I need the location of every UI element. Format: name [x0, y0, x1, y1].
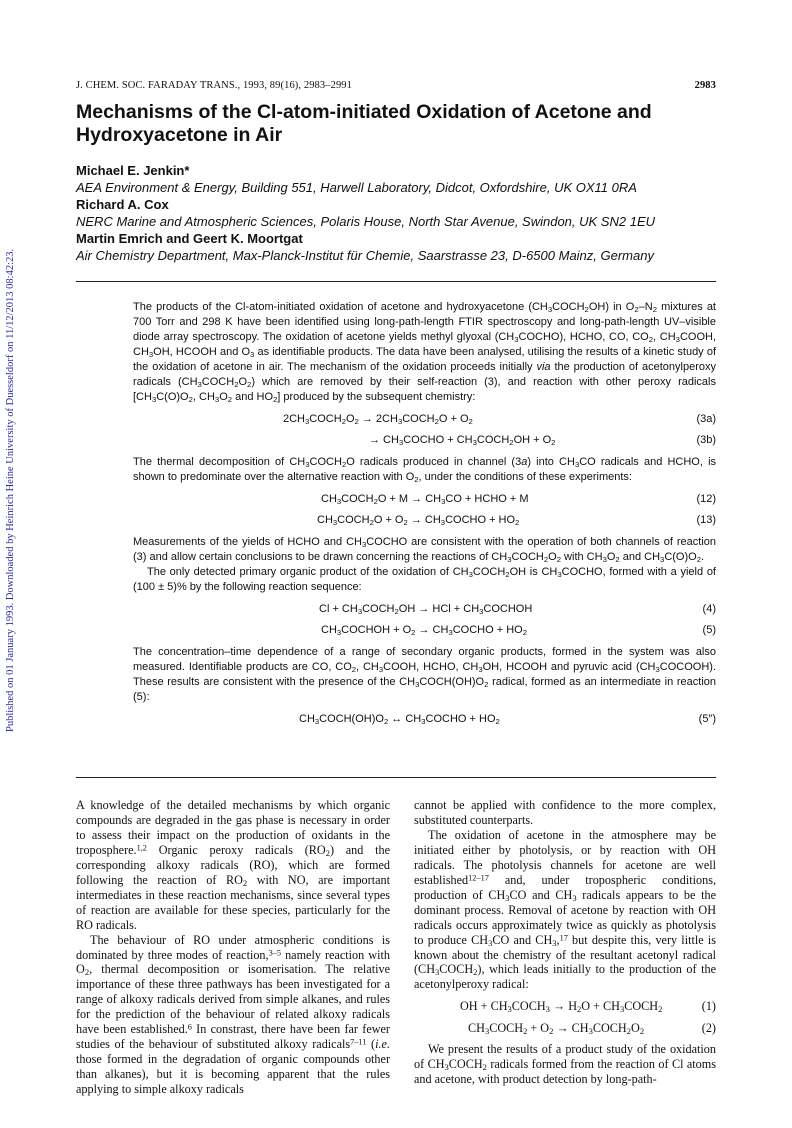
page-number: 2983	[694, 80, 716, 91]
equation-number: (3a)	[696, 413, 716, 425]
body-column-right	[414, 798, 716, 1087]
body-column-left	[76, 798, 390, 1097]
author-affiliation: Air Chemistry Department, Max-Planck-Institut für Chemie, Saarstrasse 23, D-6500 Mainz, Germany	[76, 248, 654, 263]
author-name: Richard A. Cox	[76, 197, 169, 212]
body-paragraph: A knowledge of the detailed mechanisms by which organic compounds are degraded in the gas phase is necessary in order to assess their impact on the production of oxidants in the troposphere.$^{1,2}$ Organic peroxy radicals $(RO_2)$ and the corresponding alkoxy radicals (RO), which are formed following the reaction of $RO_2$ with NO, are important intermediates in these reaction mechanisms, since several types of reaction are available for these species, particularly for the RO radicals.	[76, 798, 391, 932]
equation-number: (1)	[701, 999, 716, 1014]
equation-number: (13)	[696, 514, 716, 526]
equation-number: (3b)	[696, 434, 716, 446]
author-affiliation: NERC Marine and Atmospheric Sciences, Polaris House, North Star Avenue, Swindon, UK SN2 1EU	[76, 214, 656, 229]
equation-5-double-prime: $CH_3COCH(OH)O_2$ ↔ $CH_3COCHO + HO_2$ (5″)	[133, 709, 716, 730]
journal-citation: J. CHEM. SOC. FARADAY TRANS., 1993, 89(16), 2983–2991	[76, 80, 352, 91]
equation-3a: $2CH_3COCH_2O_2$ → $2CH_3COCH_2O + O_2$ (3a)	[133, 409, 716, 430]
equation-number: (5)	[702, 624, 716, 636]
equation-1: OH + $CH_3COCH_3 \to H_2O$ + $CH_3COCH_2$ (1)	[414, 995, 716, 1017]
download-watermark: Published on 01 January 1993. Downloaded by Heinrich Heine University of Duesseldorf on 11/12/2013 08:42:23.	[5, 248, 16, 732]
article-title: Mechanisms of the Cl-atom-initiated Oxidation of Acetone and Hydroxyacetone in Air	[76, 101, 652, 146]
header-rule	[76, 281, 716, 282]
abstract-rule	[76, 777, 716, 778]
abstract-paragraph: The thermal decomposition of $CH_3COCH_2O$ radicals produced in channel (3a) into $CH_3CO$ radicals and HCHO, is shown to predominate over the alternative reaction with $O_2$, under the conditions of these experiments:	[133, 456, 717, 484]
equation-number: (4)	[702, 603, 716, 615]
equation-3b: → $CH_3COCHO$ + $CH_3COCH_2OH + O_2$ (3b)	[133, 430, 716, 451]
equation-number: (5″)	[698, 713, 716, 725]
abstract-paragraph: The concentration–time dependence of a range of secondary organic products, formed in the system was also measured. Identifiable products are CO, $CO_2$, $CH_3COOH$, HCHO, $CH_3OH$, HCOOH and pyruvic acid $(CH_3COCOOH)$. These results are consistent with the presence of the $CH_3COCH(OH)O_2$ radical, formed as an intermediate in reaction (5):	[133, 646, 717, 703]
equation-2: $CH_3COCH_2 + O_2$ → $CH_3COCH_2O_2$ (2)	[414, 1017, 716, 1039]
abstract	[133, 300, 716, 730]
abstract-paragraph: The products of the Cl-atom-initiated oxidation of acetone and hydroxyacetone $(CH_3COCH_2OH)$ in $O_2-N_2$ mixtures at 700 Torr and 298 K have been identified using long-path-length FTIR spectroscopy and long-path-length UV–visible diode array spectroscopy. The oxidation of acetone yields methyl glyoxal $(CH_3COCHO)$, HCHO, CO, $CO_2$, $CH_3COOH$, $CH_3OH$, HCOOH and $O_3$ as identifiable products. The data have been analysed, utilising the results of a kinetic study of the oxidation of acetone in air. The mechanism of the oxidation proceeds initially via the production of acetonylperoxy radicals $(CH_3COCH_2O_2)$ which are removed by their self-reaction (3), and reaction with other peroxy radicals [$CH_3C(O)O_2$, $CH_3O_2$ and $HO_2$] produced by the subsequent chemistry:	[133, 301, 717, 404]
abstract-paragraph: The only detected primary organic product of the oxidation of $CH_3COCH_2OH$ is $CH_3COCHO$, formed with a yield of (100 ± 5)% by the following reaction sequence:	[133, 566, 716, 593]
running-head	[76, 80, 716, 94]
author-name: Michael E. Jenkin*	[76, 163, 190, 178]
body-paragraph: cannot be applied with confidence to the more complex, substituted counterparts.	[414, 798, 716, 827]
body-paragraph: The behaviour of RO under atmospheric conditions is dominated by three modes of reaction,$^{3-5}$ namely reaction with $O_2$, thermal decomposition or isomerisation. The relative importance of these three pathways has been investigated for a range of alkoxy radicals derived from simple alkanes, and rules for the prediction of the behaviour of related alkoxy radicals have been established.$^6$ In constrast, there have been far fewer studies of the behaviour of substituted alkoxy radicals$^{7-11}$ (i.e. those formed in the degradation of organic compounds other than alkanes), but it is becoming apparent that the rules applying to simple alkoxy radicals	[76, 932, 390, 1097]
equation-12: $CH_3COCH_2O + M \to CH_3CO$ + HCHO + M (12)	[133, 489, 716, 510]
abstract-paragraph: Measurements of the yields of HCHO and $CH_3COCHO$ are consistent with the operation of both channels of reaction (3) and allow certain conclusions to be drawn concerning the reactions of $CH_3COCH_2O_2$ with $CH_3O_2$ and $CH_3C(O)O_2$.	[133, 536, 716, 564]
equation-number: (12)	[696, 493, 716, 505]
equation-5: $CH_3COCHOH + O_2$ → $CH_3COCHO + HO_2$ (5)	[133, 620, 716, 641]
body-paragraph: The oxidation of acetone in the atmosphere may be initiated either by photolysis, or by reaction with OH radicals. The photolysis channels for acetone are well established$^{12-17}$ and, under tropospheric conditions, production of $CH_3CO$ and $CH_3$ radicals appears to be the dominant process. Removal of acetone by reaction with OH radicals occurs approximately twice as quickly as photolysis to produce $CH_3CO$ and $CH_3,^{17}$ but despite this, very little is known about the chemistry of the resultant acetonyl radical $(CH_3COCH_2)$, which leads initially to the production of the acetonylperoxy radical:	[414, 827, 716, 992]
author-name: Martin Emrich and Geert K. Moortgat	[76, 231, 303, 246]
equation-13: $CH_3COCH_2O + O_2$ → $CH_3COCHO + HO_2$ (13)	[133, 510, 716, 531]
author-block	[76, 163, 736, 265]
body-paragraph: We present the results of a product study of the oxidation of $CH_3COCH_2$ radicals formed from the reaction of Cl atoms and acetone, with product detection by long-path-	[414, 1042, 716, 1087]
equation-number: (2)	[701, 1021, 716, 1036]
equation-4: $Cl + CH_3COCH_2OH$ → HCl + $CH_3COCHOH$ (4)	[133, 599, 716, 620]
author-affiliation: AEA Environment & Energy, Building 551, Harwell Laboratory, Didcot, Oxfordshire, UK OX11 0RA	[76, 180, 637, 195]
